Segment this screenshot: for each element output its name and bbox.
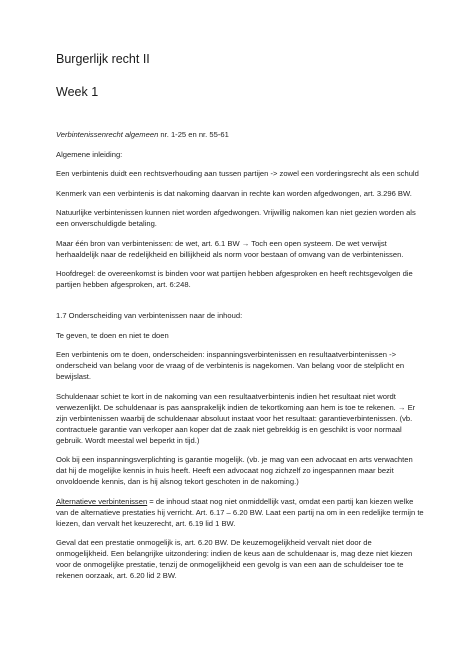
- paragraph-4: Maar één bron van verbintenissen: de wet, art. 6.1 BW → Toch een open systeem. De wet verwijst herhaaldelijk naar de redelijkheid en billijkheid als norm voor bestaan of omvang van de verbintenissen.: [56, 238, 404, 259]
- paragraph-6: Te geven, te doen en niet te doen: [56, 330, 169, 340]
- paragraph-8: Schuldenaar schiet te kort in de nakoming van een resultaatverbintenis indien het resultaat niet wordt verwezenlijkt. De schuldenaar is pas aansprakelijk indien de tekortkoming aan hem is toe te rekenen. → Er zijn verbintenissen waarbij de schuldenaar absoluut instaat voor het resultaat: garantieverbintenissen. (vb. contractuele garantie van verkoper aan koper dat de zaak niet gebrekkig is en geschikt is voor normaal gebruik. Wordt meestal wel beperkt in tijd.): [56, 391, 416, 445]
- paragraph-11: Geval dat een prestatie onmogelijk is, art. 6.20 BW. De keuzemogelijkheid vervalt niet door de onmogelijkheid. Een belangrijke uitzondering: indien de keus aan de schuldenaar is, mag deze niet kiezen voor de onmogelijke prestatie, tenzij de onmogelijkheid een gevolg is van een aan de schuldeiser toe te rekenen oorzaak, art. 6.20 lid 2 BW.: [56, 538, 413, 580]
- paragraph-9: Ook bij een inspanningsverplichting is garantie mogelijk. (vb. je mag van een advocaat en arts verwachten dat hij de mogelijke kennis in huis heeft. Heeft een advocaat nog zichzelf zo ingespannen maar bezit onvoldoende kennis, dan is hij alsnog tekort geschoten in de nakoming.): [56, 455, 413, 486]
- paragraph-10-rest: = de inhoud staat nog niet onmiddellijk vast, omdat een partij kan kiezen welke van de alternatieve prestaties hij verricht. Art. 6.17 – 6.20 BW. Laat een partij na om in een redelijke termijn te kiezen, dan vervalt het keuzerecht, art. 6.19 lid 1 BW.: [56, 496, 424, 528]
- subtitle-rest: nr. 1-25 en nr. 55-61: [158, 130, 229, 139]
- paragraph-inleiding: Algemene inleiding:: [56, 149, 123, 159]
- paragraph-5: Hoofdregel: de overeenkomst is binden voor wat partijen hebben afgesproken en heeft rechtsgevolgen die partijen hebben afgesproken, art. 6:248.: [56, 269, 413, 289]
- week-heading: Week 1: [56, 85, 99, 99]
- subtitle-paragraph: [56, 129, 424, 140]
- alternatieve-verbintenissen-term: Alternatieve verbintenissen: [56, 496, 148, 506]
- paragraph-1: Een verbintenis duidt een rechtsverhouding aan tussen partijen -> zowel een vorderingsrecht als een schuld: [56, 169, 419, 178]
- paragraph-7: Een verbintenis om te doen, onderscheiden: inspanningsverbintenissen en resultaatverbintenissen -> onderscheid van belang voor de vraag of de verbintenis is nagekomen. Van belang voor de stelplicht en bewijslast.: [56, 350, 405, 381]
- paragraph-2: Kenmerk van een verbintenis is dat nakoming daarvan in rechte kan worden afgedwongen, art. 3.296 BW.: [56, 188, 412, 198]
- paragraph-10: [56, 496, 424, 529]
- paragraph-3: Natuurlijke verbintenissen kunnen niet worden afgedwongen. Vrijwillig nakomen kan niet gezien worden als een onverschuldigde betaling.: [56, 208, 416, 228]
- document-title: Burgerlijk recht II: [56, 52, 150, 66]
- subtitle-italic: Verbintenissenrecht algemeen: [56, 130, 159, 139]
- section-heading-1-7: 1.7 Onderscheiding van verbintenissen naar de inhoud:: [56, 311, 243, 320]
